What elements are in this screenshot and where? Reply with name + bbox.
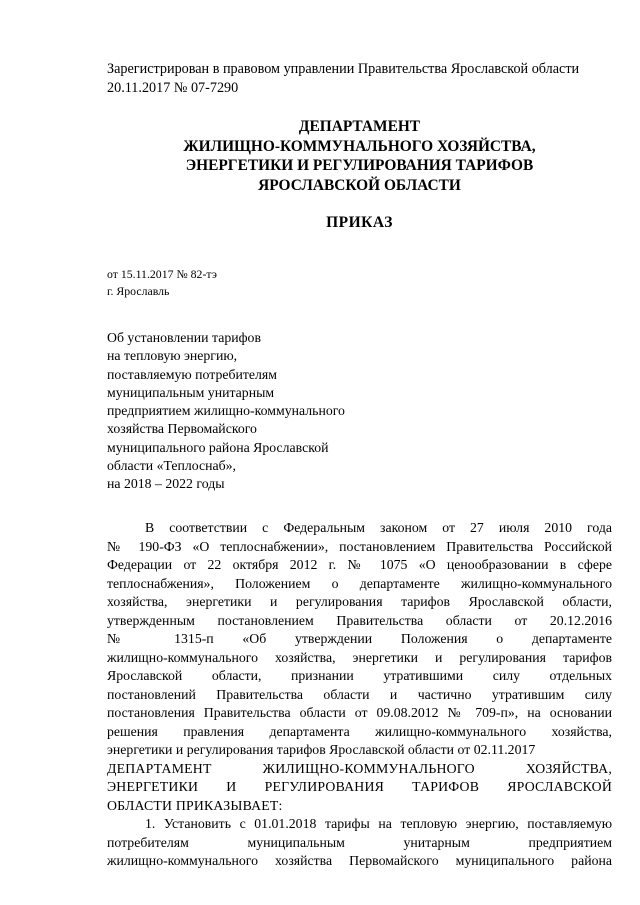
order-subject [107, 329, 345, 494]
body-line: ОБЛАСТИ ПРИКАЗЫВАЕТ: [107, 797, 283, 813]
body-line: В соответствии с Федеральным законом от 27 июля 2010 года [145, 520, 612, 535]
department-line: ЯРОСЛАВСКОЙ ОБЛАСТИ [258, 176, 461, 194]
body-line: постановлений Правительства области и частично утратившим силу [107, 686, 612, 702]
subject-line: области «Теплоснаб», [107, 458, 237, 474]
body-line: жилищно-коммунального хозяйства, энергетики и регулирования тарифов [107, 649, 612, 665]
body-line: энергетики и регулирования тарифов Ярославской области от 02.11.2017 [107, 742, 536, 757]
order-city: г. Ярославль [107, 283, 170, 298]
department-line: ЖИЛИЩНО-КОММУНАЛЬНОГО ХОЗЯЙСТВА, [183, 137, 536, 155]
body-line: Федерации от 22 октября 2012 г. № 1075 «О ценообразовании в сфере [107, 557, 612, 572]
order-title: ПРИКАЗ [326, 214, 393, 231]
body-line: Ярославской области, признании утратившими силу отдельных [107, 668, 612, 683]
department-header [107, 117, 612, 195]
registration-line-1: Зарегистрирован в правовом управлении Правительства Ярославской области [107, 61, 580, 77]
body-line: хозяйства, энергетики и регулирования тарифов Ярославской области, [107, 594, 612, 609]
subject-line: Об установлении тарифов [107, 330, 261, 345]
body-line: постановления Правительства области от 09.08.2012 № 709-п», на основании [107, 705, 612, 720]
body-line: ДЕПАРТАМЕНТ ЖИЛИЩНО-КОММУНАЛЬНОГО ХОЗЯЙСТВА, [107, 760, 612, 776]
registration-line-2: 20.11.2017 № 07-7290 [107, 80, 239, 96]
order-meta [107, 266, 217, 299]
subject-line: хозяйства Первомайского [107, 421, 257, 437]
subject-line: на 2018 – 2022 годы [107, 476, 225, 492]
registration-note [107, 60, 612, 98]
subject-line: на тепловую энергию, [107, 348, 238, 364]
body-line: утвержденным постановлением Правительства области от 20.12.2016 [107, 612, 612, 628]
subject-line: муниципальным унитарным [107, 384, 275, 400]
body-line: № 190-ФЗ «О теплоснабжении», постановлением Правительства Российской [107, 538, 612, 554]
body-line: № 1315-п «Об утверждении Положения о департаменте [107, 631, 612, 646]
body-line: решения правления департамента жилищно-коммунального хозяйства, [107, 723, 612, 739]
department-line: ЭНЕРГЕТИКИ И РЕГУЛИРОВАНИЯ ТАРИФОВ [185, 157, 534, 174]
order-date-number: от 15.11.2017 № 82-тэ [107, 267, 217, 281]
subject-line: предприятием жилищно-коммунального [107, 403, 345, 419]
body-line: потребителям муниципальным унитарным предприятием [107, 834, 612, 850]
body-line: теплоснабжения», Положением о департаменте жилищно-коммунального [107, 575, 612, 591]
subject-line: поставляемую потребителям [107, 366, 277, 382]
department-line: ДЕПАРТАМЕНТ [298, 118, 421, 135]
body-line: ЭНЕРГЕТИКИ И РЕГУЛИРОВАНИЯ ТАРИФОВ ЯРОСЛАВСКОЙ [107, 779, 612, 794]
body-line: жилищно-коммунального хозяйства Первомайского муниципального района [107, 853, 612, 868]
body-line: 1. Установить с 01.01.2018 тарифы на тепловую энергию, поставляемую [145, 816, 612, 831]
order-body [107, 519, 612, 871]
subject-line: муниципального района Ярославской [107, 439, 329, 455]
